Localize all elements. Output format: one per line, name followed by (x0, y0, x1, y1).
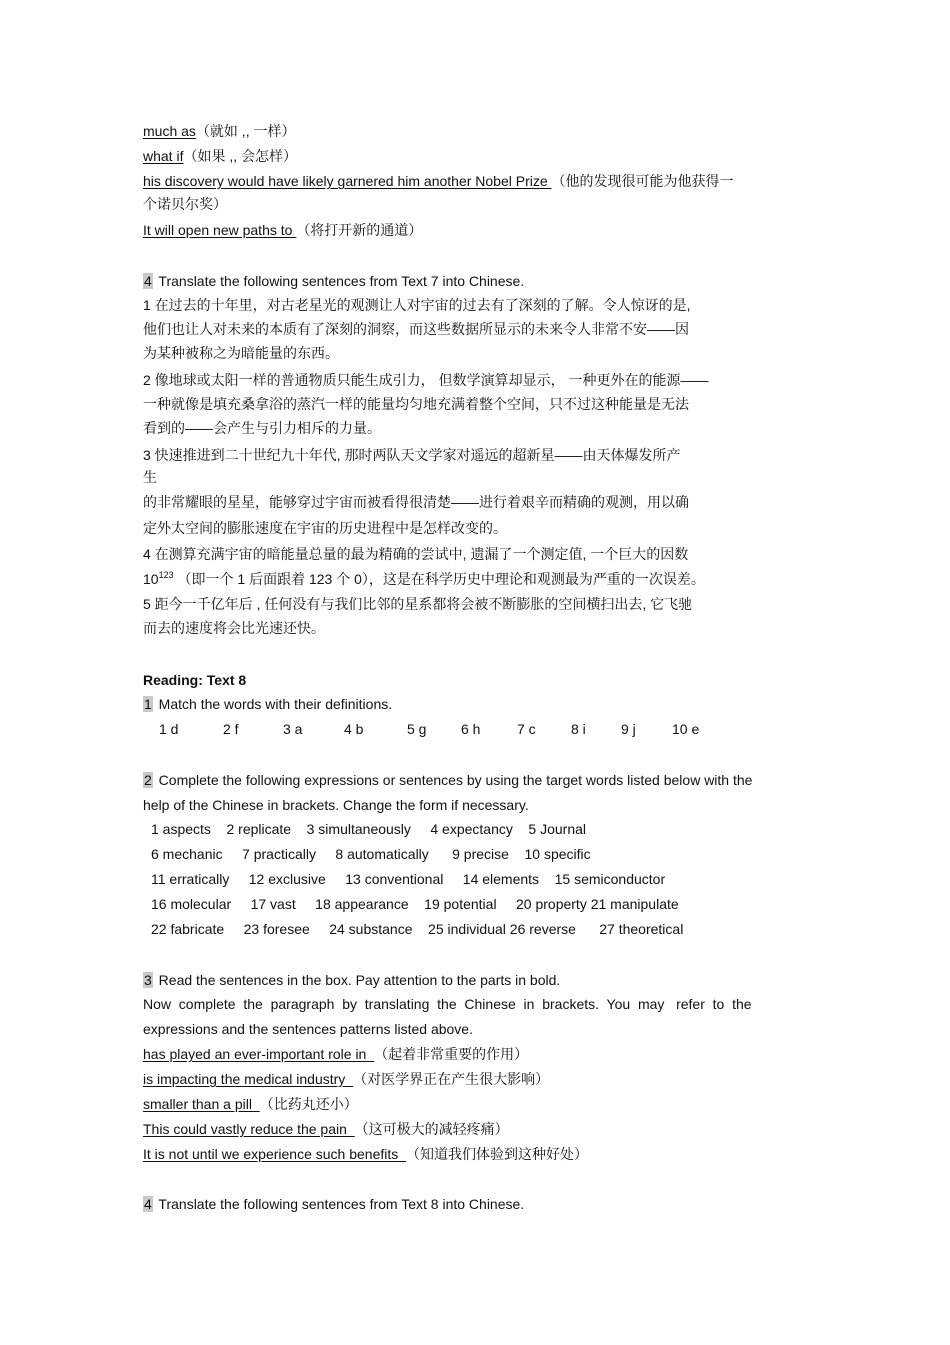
translation-line: 定外太空间的膨胀速度在宇宙的历史进程中是怎样改变的。 (143, 520, 507, 536)
section-title: Translate the following sentences from Text 8 into Chinese. (154, 1196, 525, 1212)
answer: 9 j (621, 721, 636, 737)
translation-line: 2 像地球或太阳一样的普通物质只能生成引力， 但数学演算却显示， 一种更外在的能源—— (143, 372, 709, 388)
phrase-line (143, 1045, 528, 1063)
translation-line: 4 在测算充满宇宙的暗能量总量的最为精确的尝试中, 遗漏了一个测定值, 一个巨大的因数 (143, 546, 689, 562)
section-heading (143, 771, 752, 789)
translation-line: 他们也让人对未来的本质有了深刻的洞察，而这些数据所显示的未来令人非常不安——因 (143, 321, 689, 337)
phrase-en: This could vastly reduce the pain (143, 1121, 355, 1137)
section-number: 2 (144, 772, 152, 788)
phrase-en: is impacting the medical industry (143, 1071, 354, 1087)
word-list-row: 1 aspects 2 replicate 3 simultaneously 4 expectancy 5 Journal (151, 821, 587, 837)
factor-base: 10 (143, 571, 159, 587)
section-heading (143, 272, 524, 290)
instruction-line: Now complete the paragraph by translating the Chinese in brackets. You may refer to the (143, 996, 752, 1012)
factor-rest: （即一个 1 后面跟着 123 个 0），这是在科学历史中理论和观测最为严重的一次误差。 (173, 571, 705, 587)
phrase-en: It is not until we experience such benefits (143, 1146, 407, 1162)
translation-line: 看到的——会产生与引力相斥的力量。 (143, 420, 381, 436)
translation-line: 生 (143, 469, 157, 485)
phrase-zh: （他的发现很可能为他获得一 (551, 173, 734, 189)
phrase-en: much as (143, 123, 196, 139)
phrase-zh: （比药丸还小） (259, 1096, 358, 1112)
phrase-en: what if (143, 148, 184, 164)
section-title: Translate the following sentences from Text 7 into Chinese. (154, 273, 525, 289)
phrase-en: It will open new paths to (143, 222, 297, 238)
section-heading (143, 1195, 524, 1213)
answer: 3 a (283, 721, 303, 737)
phrase-zh: （如果 ,, 会怎样） (183, 148, 298, 164)
section-heading (143, 971, 560, 989)
instruction-line: expressions and the sentences patterns listed above. (143, 1021, 473, 1037)
phrase-line (143, 122, 295, 140)
phrase-line (143, 1145, 588, 1163)
word-list-row: 22 fabricate 23 foresee 24 substance 25 individual 26 reverse 27 theoretical (151, 921, 684, 937)
translation-line: 一种就像是填充桑拿浴的蒸汽一样的能量均匀地充满着整个空间，只不过这种能量是无法 (143, 396, 689, 412)
phrase-zh: （将打开新的通道） (296, 222, 423, 238)
phrase-en: smaller than a pill (143, 1096, 260, 1112)
phrase-line (143, 1120, 509, 1138)
answer: 2 f (223, 721, 239, 737)
phrase-zh: （知道我们体验到这种好处） (406, 1146, 589, 1162)
answer: 10 e (672, 721, 700, 737)
phrase-zh: （对医学界正在产生很大影响） (353, 1071, 550, 1087)
reading-title: Reading: Text 8 (143, 672, 247, 688)
section-title: Complete the following expressions or sentences by using the target words listed below with the (154, 772, 753, 788)
answer: 5 g (407, 721, 427, 737)
section-title: Match the words with their definitions. (154, 696, 393, 712)
phrase-en: his discovery would have likely garnered him another Nobel Prize (143, 173, 552, 189)
section-number: 4 (144, 273, 152, 289)
phrase-en: has played an ever-important role in (143, 1046, 375, 1062)
translation-line: 为某种被称之为暗能量的东西。 (143, 345, 339, 361)
section-title: Read the sentences in the box. Pay attention to the parts in bold. (154, 972, 561, 988)
phrase-line (143, 172, 734, 190)
section-number: 4 (144, 1196, 152, 1212)
answer: 6 h (461, 721, 481, 737)
section-heading (143, 695, 392, 713)
phrase-line (143, 1070, 549, 1088)
section-number: 1 (144, 696, 152, 712)
answer: 8 i (571, 721, 586, 737)
section-number: 3 (144, 972, 152, 988)
translation-line (143, 570, 705, 588)
phrase-line (143, 1095, 358, 1113)
translation-line: 1 在过去的十年里，对古老星光的观测让人对宇宙的过去有了深刻的了解。令人惊讶的是, (143, 297, 691, 313)
word-list-row: 16 molecular 17 vast 18 appearance 19 potential 20 property 21 manipulate (151, 896, 679, 912)
phrase-zh: （这可极大的减轻疼痛） (354, 1121, 509, 1137)
factor-exponent: 123 (158, 570, 174, 580)
word-list-row: 11 erratically 12 exclusive 13 conventional 14 elements 15 semiconductor (151, 871, 666, 887)
answer: 1 d (159, 721, 179, 737)
section-title-cont: help of the Chinese in brackets. Change the form if necessary. (143, 797, 529, 813)
translation-line: 5 距今一千亿年后 , 任何没有与我们比邻的星系都将会被不断膨胀的空间横扫出去, 它飞驰 (143, 596, 693, 612)
phrase-zh: （就如 ,, 一样） (195, 123, 296, 139)
phrase-continuation: 个诺贝尔奖） (143, 196, 227, 212)
translation-line: 的非常耀眼的星星，能够穿过宇宙而被看得很清楚——进行着艰辛而精确的观测，用以确 (143, 494, 689, 510)
translation-line: 3 快速推进到二十世纪九十年代, 那时两队天文学家对遥远的超新星——由天体爆发所产 (143, 447, 681, 463)
answer: 7 c (517, 721, 536, 737)
word-list-row: 6 mechanic 7 practically 8 automatically 9 precise 10 specific (151, 846, 591, 862)
translation-line: 而去的速度将会比光速还快。 (143, 620, 325, 636)
phrase-zh: （起着非常重要的作用） (374, 1046, 529, 1062)
answer: 4 b (344, 721, 364, 737)
phrase-line (143, 221, 422, 239)
phrase-line (143, 147, 297, 165)
